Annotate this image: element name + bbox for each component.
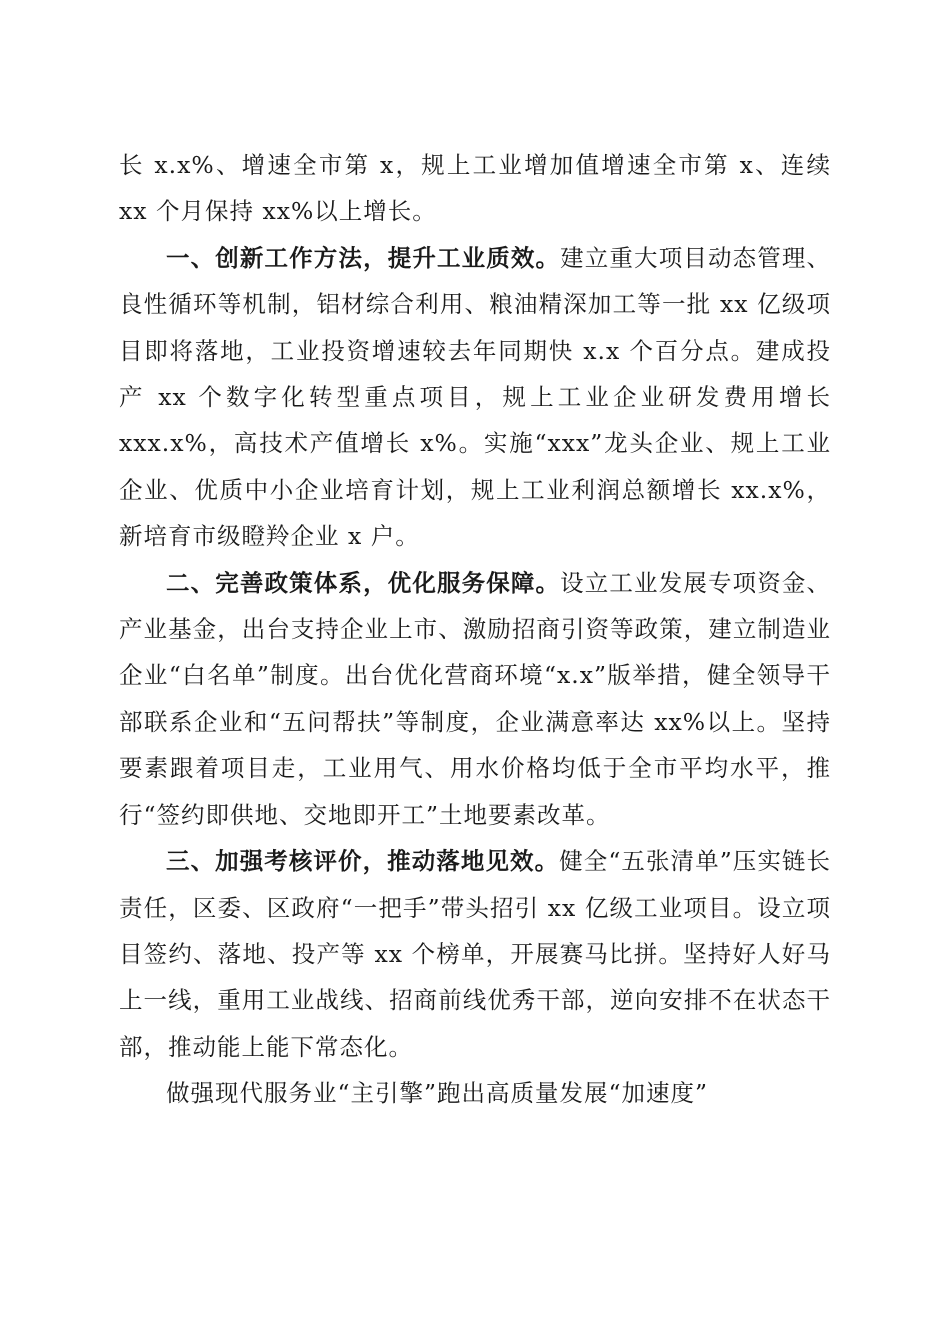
section-two-body: 设立工业发展专项资金、产业基金，出台支持企业上市、激励招商引资等政策，建立制造业企业“白名单”制度。出台优化营商环境“x.x”版举措，健全领导干部联系企业和“五问帮扶”等制度，企业满意率达 xx%以上。坚持要素跟着项目走，工业用气、用水价格均低于全市平均水平，推行“签约即供地、交地即开工”土地要素改革。 bbox=[119, 568, 832, 829]
next-section-title: 做强现代服务业“主引擎”跑出高质量发展“加速度” bbox=[166, 1079, 709, 1108]
section-one-body: 建立重大项目动态管理、良性循环等机制，铝材综合利用、粮油精深加工等一批 xx 亿级项目即将落地，工业投资增速较去年同期快 x.x 个百分点。建成投产 xx 个数字化转型重点项目，规上工业企业研发费用增长 xxx.x%，高技术产值增长 x%。实施“xxx”龙头企业、规上工业企业、优质中小企业培育计划，规上工业利润总额增长 xx.x%，新培育市级瞪羚企业 x 户。 bbox=[119, 243, 832, 551]
section-two-heading: 二、完善政策体系，优化服务保障。 bbox=[166, 568, 561, 597]
section-three-body: 健全“五张清单”压实链长责任，区委、区政府“一把手”带头招引 xx 亿级工业项目。设立项目签约、落地、投产等 xx 个榜单，开展赛马比拼。坚持好人好马上一线，重用工业战线、招商前线优秀干部，逆向安排不在状态干部，推动能上能下常态化。 bbox=[119, 847, 832, 1061]
section-one-heading: 一、创新工作方法，提升工业质效。 bbox=[166, 243, 561, 272]
section-two-paragraph bbox=[119, 560, 831, 838]
section-one-paragraph bbox=[119, 235, 831, 560]
continuation-paragraph: 长 x.x%、增速全市第 x，规上工业增加值增速全市第 x、连续 xx 个月保持 xx%以上增长。 bbox=[119, 151, 831, 226]
section-three-paragraph bbox=[119, 838, 831, 1070]
document-page bbox=[119, 142, 831, 1117]
section-three-heading: 三、加强考核评价，推动落地见效。 bbox=[166, 847, 560, 876]
